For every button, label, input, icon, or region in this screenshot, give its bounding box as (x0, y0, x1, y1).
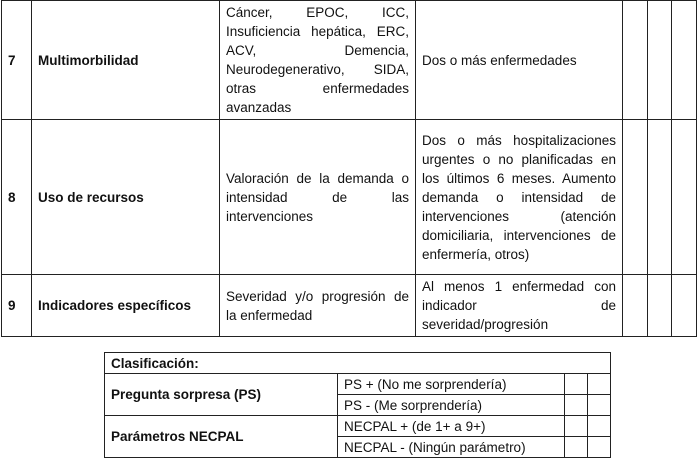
classification-title: Clasificación: (105, 353, 611, 374)
group-label: Parámetros NECPAL (105, 416, 338, 458)
criteria-row (2, 275, 697, 337)
option-label: NECPAL + (de 1+ a 9+) (338, 416, 565, 437)
criterion-number: 9 (2, 275, 32, 337)
criterion-number: 8 (2, 120, 32, 275)
checkbox-cell[interactable] (588, 374, 611, 395)
checkbox-cell[interactable] (588, 437, 611, 458)
checkbox-cell[interactable] (565, 395, 588, 416)
criterion-name: Multimorbilidad (32, 1, 220, 120)
criterion-threshold: Dos o más hospitalizaciones urgentes o no planificadas en los últimos 6 meses. Aumento demanda o intensidad de intervenciones (atención domiciliaria, intervenciones de enfermería, otros) (416, 120, 623, 275)
checkbox-cell[interactable] (588, 416, 611, 437)
criteria-row (2, 1, 697, 120)
criterion-name: Indicadores específicos (32, 275, 220, 337)
checkbox-cell[interactable] (565, 374, 588, 395)
criterion-number: 7 (2, 1, 32, 120)
option-label: PS - (Me sorprendería) (338, 395, 565, 416)
criterion-description: Valoración de la demanda o intensidad de las intervenciones (220, 120, 416, 275)
checkbox-cell[interactable] (672, 120, 697, 275)
classification-row (105, 416, 611, 437)
option-label: NECPAL - (Ningún parámetro) (338, 437, 565, 458)
checkbox-cell[interactable] (672, 1, 697, 120)
checkbox-cell[interactable] (623, 1, 648, 120)
checkbox-cell[interactable] (672, 275, 697, 337)
checkbox-cell[interactable] (623, 120, 648, 275)
classification-table (104, 352, 611, 458)
checkbox-cell[interactable] (623, 275, 648, 337)
checkbox-cell[interactable] (648, 1, 672, 120)
group-label: Pregunta sorpresa (PS) (105, 374, 338, 416)
option-label: PS + (No me sorprendería) (338, 374, 565, 395)
criterion-name: Uso de recursos (32, 120, 220, 275)
checkbox-cell[interactable] (588, 395, 611, 416)
checkbox-cell[interactable] (648, 120, 672, 275)
checkbox-cell[interactable] (648, 275, 672, 337)
checkbox-cell[interactable] (565, 416, 588, 437)
classification-header-row (105, 353, 611, 374)
criteria-row (2, 120, 697, 275)
criterion-threshold: Al menos 1 enfermedad con indicador de severidad/progresión (416, 275, 623, 337)
criterion-threshold: Dos o más enfermedades (416, 1, 623, 120)
checkbox-cell[interactable] (565, 437, 588, 458)
criteria-table (1, 0, 697, 337)
criterion-description: Cáncer, EPOC, ICC, Insuficiencia hepática, ERC, ACV, Demencia, Neurodegenerativo, SIDA, otras enfermedades avanzadas (220, 1, 416, 120)
criterion-description: Severidad y/o progresión de la enfermedad (220, 275, 416, 337)
classification-row (105, 374, 611, 395)
